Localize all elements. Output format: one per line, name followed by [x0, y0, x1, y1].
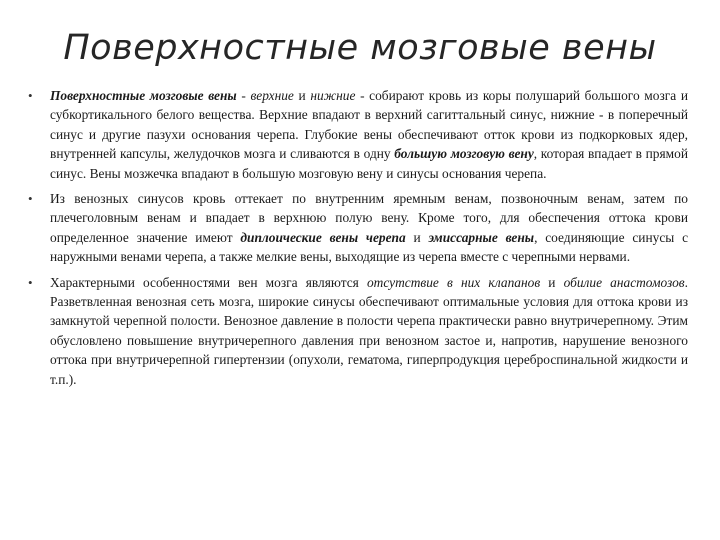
text-run: диплоические вены черепа	[240, 229, 406, 245]
bullet-text	[50, 273, 688, 389]
bullet-marker: •	[28, 274, 33, 290]
text-run: отсутствие в них клапанов	[366, 274, 541, 290]
text-run: , соединяющие синусы с наружными венами черепа, а также мелкие вены, выходящие из черепа вместе с черепными нервами.	[50, 229, 689, 265]
bullet-marker: •	[28, 88, 33, 103]
text-run: обилие анастомозов	[563, 274, 685, 290]
bullet-marker: •	[28, 191, 33, 207]
text-run: Характерными особенностями вен мозга являются	[50, 274, 367, 290]
text-run: Поверхностные мозговые вены	[50, 88, 237, 103]
text-run: эмиссарные вены	[428, 229, 535, 245]
text-run: и	[540, 274, 564, 290]
slide-title: Поверхностные мозговые вены	[63, 28, 657, 68]
text-run: нижние	[310, 88, 356, 103]
bullet-item	[28, 86, 688, 183]
bullet-list	[28, 86, 688, 389]
text-run: . Разветвленная венозная сеть мозга, широкие синусы обеспечивают оптимальные условия для оттока крови из замкнутой черепной полости. Венозное давление в полости черепа практически равно внутричерепному. Этим обусловлено повышение внутричерепного давления при венозном застое и, напротив, нарушение венозного оттока при внутричерепной гипертензии (опухоли, гематома, гиперпродукция цереброспинальной жидкости и т.п.).	[50, 274, 688, 387]
text-run: - собирают кровь из коры полушарий большого мозга и субкортикального белого вещества. Верхние впадают в верхний сагиттальный синус, нижние - в поперечный синус и другие пазухи основания черепа. Глубокие вены обеспечивают отток крови из подкорковых ядер, внутренней капсулы, желудочков мозга и сливаются в одну	[50, 88, 688, 162]
text-run: большую мозговую вену	[394, 146, 534, 162]
text-run: Из венозных синусов кровь оттекает по внутренним яремным венам, позвоночным венам, затем по плечеголовным венам и впадает в верхнюю полую вену. Кроме того, для обеспечения оттока крови определенное значение имеют	[50, 191, 688, 245]
bullet-item	[28, 273, 688, 389]
text-run: , которая впадает в прямой синус. Вены мозжечка впадают в большую мозговую вену и синусы основания черепа.	[50, 146, 688, 181]
bullet-text	[50, 189, 688, 267]
text-run: и	[405, 229, 429, 245]
text-run: -	[236, 88, 251, 103]
text-run: верхние	[250, 88, 294, 103]
bullet-text	[50, 86, 688, 183]
text-run: и	[293, 88, 311, 103]
bullet-item	[28, 189, 688, 267]
